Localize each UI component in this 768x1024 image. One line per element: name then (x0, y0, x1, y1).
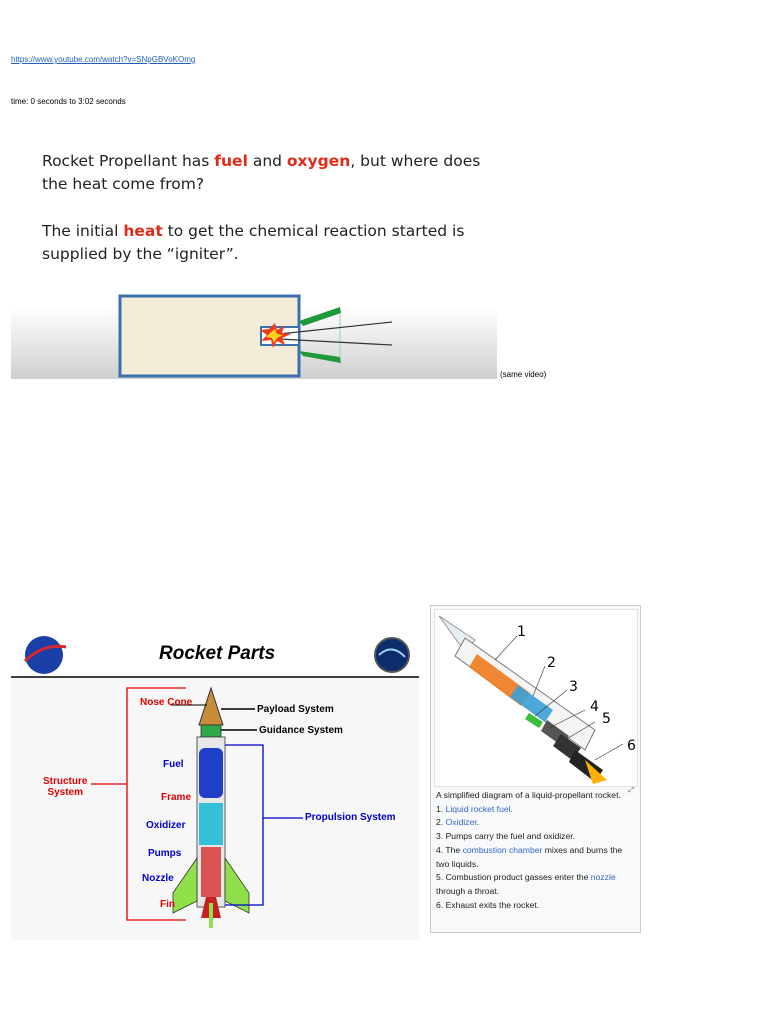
label-guidance-system: Guidance System (259, 725, 343, 736)
enlarge-icon[interactable]: ⤢ (628, 787, 634, 794)
label-nose-cone: Nose Cone (140, 697, 193, 708)
same-video-note: (same video) (500, 370, 547, 379)
label-propulsion-system: Propulsion System (305, 812, 396, 823)
label-structure-system: Structure System (43, 776, 88, 798)
diagram-number-1: 1 (517, 624, 526, 640)
diagram-number-6: 6 (627, 738, 636, 754)
nozzle-link[interactable]: nozzle (590, 872, 616, 883)
diagram-number-5: 5 (602, 711, 611, 727)
diagram-number-2: 2 (547, 655, 556, 671)
liquid-rocket-fuel-link[interactable]: Liquid rocket fuel (445, 803, 511, 814)
label-fuel: Fuel (163, 759, 184, 770)
diagram-number-4: 4 (590, 699, 599, 715)
caption-item-3: 3. Pumps carry the fuel and oxidizer. (436, 831, 576, 842)
caption-item-6: 6. Exhaust exits the rocket. (436, 899, 540, 910)
caption-item-1: 1. Liquid rocket fuel. (436, 803, 513, 814)
label-fin: Fin (160, 899, 175, 910)
figure-caption (436, 789, 636, 912)
diagram-number-3: 3 (569, 679, 578, 695)
combustion-chamber-link[interactable]: combustion chamber (462, 844, 543, 855)
slide-line-3: The initial heat to get the chemical reaction started is (42, 222, 465, 240)
nasa-rocket-parts-figure (11, 633, 419, 940)
slide-line-2: the heat come from? (42, 175, 205, 193)
figure-title: Rocket Parts (159, 643, 276, 664)
liquid-rocket-figure (430, 605, 641, 933)
slide-line-4: supplied by the “igniter”. (42, 245, 239, 263)
slide-line-1: Rocket Propellant has fuel and oxygen, but where does (42, 152, 481, 170)
label-payload-system: Payload System (257, 704, 334, 715)
label-pumps: Pumps (148, 848, 182, 859)
caption-item-4: 4. The combustion chamber mixes and burns the two liquids. (436, 844, 623, 869)
caption-intro: A simplified diagram of a liquid-propellant rocket. (436, 790, 621, 800)
caption-item-5: 5. Combustion product gasses enter the nozzle through a throat. (436, 872, 616, 896)
label-oxidizer: Oxidizer (146, 820, 186, 831)
youtube-link[interactable]: https://www.youtube.com/watch?v=SNpGBVoKOmg (11, 55, 196, 64)
label-nozzle: Nozzle (142, 873, 174, 884)
igniter-slide-image (11, 133, 497, 379)
time-note: time: 0 seconds to 3:02 seconds (11, 97, 126, 106)
liquid-rocket-diagram (434, 609, 638, 787)
oxidizer-link[interactable]: Oxidizer (445, 817, 477, 828)
label-frame: Frame (161, 792, 192, 803)
caption-item-2: 2. Oxidizer. (436, 817, 479, 828)
